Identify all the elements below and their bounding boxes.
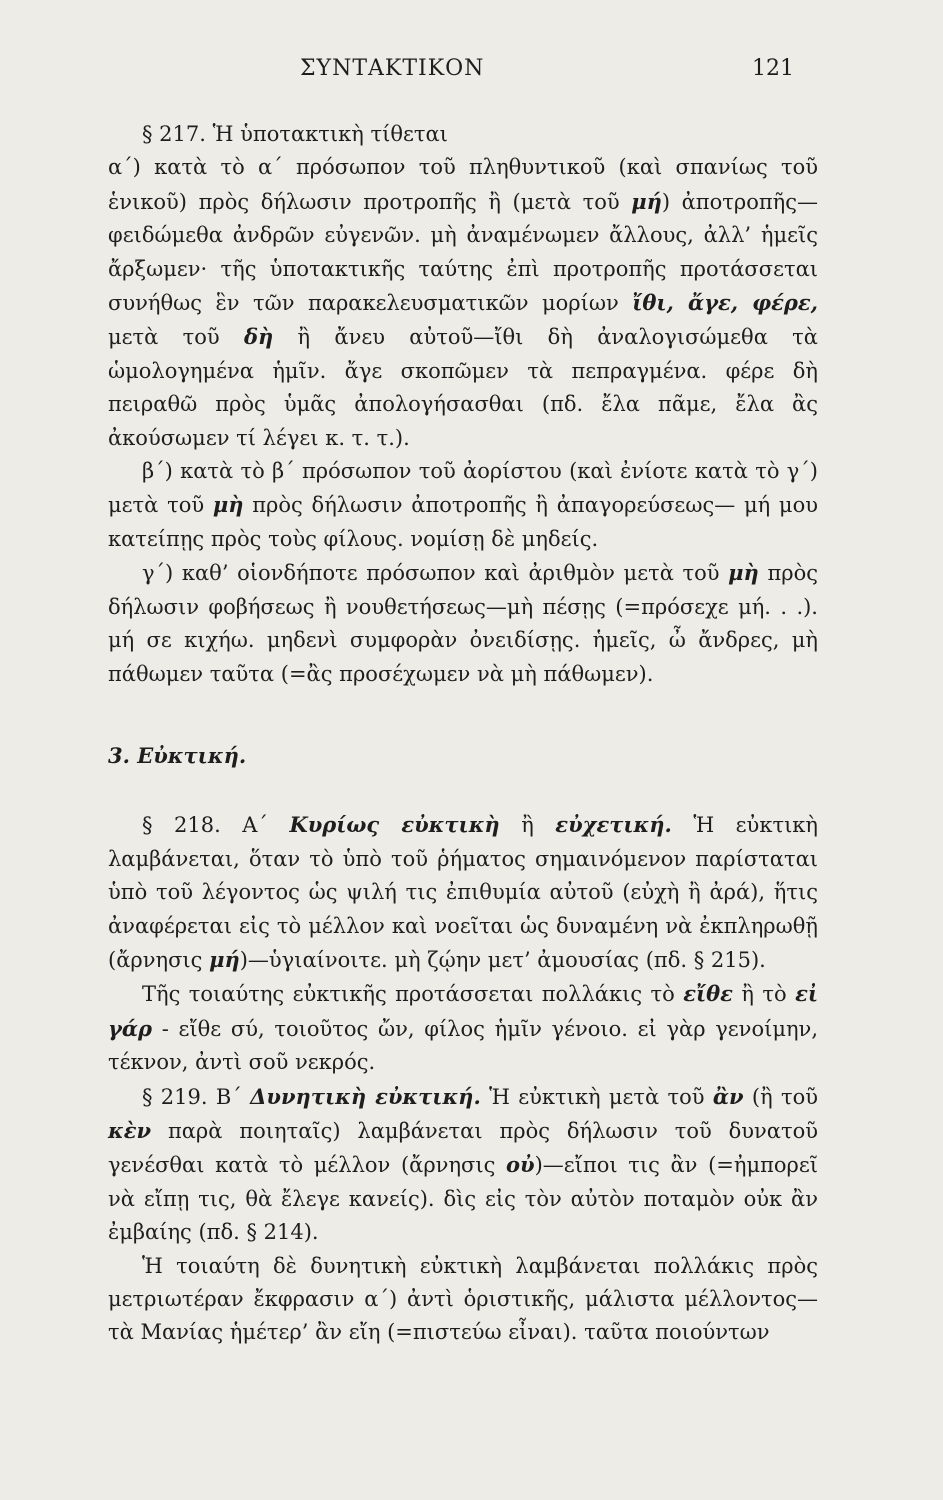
section-218-para-1: § 218. Α΄ Κυρίως εὐκτικὴ ἢ εὐχετική. Ἡ εὐκτικὴ λαμβάνεται, ὅταν τὸ ὑπὸ τοῦ ῥήματος σημαινόμενον παρίσταται ὑπὸ τοῦ λέγοντος ὡς ψιλή τις ἐπιθυμία αὐτοῦ (εὐχὴ ἢ ἀρά), ἥτις ἀναφέρεται εἰς τὸ μέλλον καὶ νοεῖται ὡς δυναμένη νὰ ἐκπληρωθῇ (ἄρνησις μή)—ὑγιαίνοιτε. μὴ ζῴην μετ’ ἀμουσίας (πδ. § 215).	[108, 812, 819, 972]
emphasis-me: μὴ	[728, 560, 759, 586]
section-219-para-1: § 219. Β΄ Δυνητικὴ εὐκτική. Ἡ εὐκτικὴ μετὰ τοῦ ἂν (ἢ τοῦ κὲν παρὰ ποιηταῖς) λαμβάνεται πρὸς δήλωσιν τοῦ δυνατοῦ γενέσθαι κατὰ τὸ μέλλον (ἄρνησις οὐ)—εἴποι τις ἂν (=ἠμπορεῖ νὰ εἴπῃ τις, θὰ ἔλεγε κανείς). δὶς εἰς τὸν αὐτὸν ποταμὸν οὐκ ἂν ἐμβαίης (πδ. § 214).	[108, 1083, 818, 1245]
running-title: ΣΥΝΤΑΚΤΙΚΟΝ	[300, 56, 485, 81]
page-body	[108, 118, 818, 1350]
emphasis-an: ἂν	[712, 1083, 744, 1109]
page-number: 121	[752, 56, 794, 81]
section-heading: 3. Εὐκτική.	[108, 742, 247, 768]
section-217-item-b: β΄) κατὰ τὸ β΄ πρόσωπον τοῦ ἀορίστου (καὶ ἐνίοτε κατὰ τὸ γ΄) μετὰ τοῦ μὴ πρὸς δήλωσιν ἀποτροπῆς ἢ ἀπαγορεύσεως— μή μου κατείπῃς πρὸς τοὺς φίλους. νομίσῃ δὲ μηδείς.	[108, 459, 818, 551]
emphasis-de: δὴ	[243, 324, 274, 350]
section-217-item-c: γ΄) καθ’ οἱονδήποτε πρόσωπον καὶ ἀριθμὸν μετὰ τοῦ μὴ πρὸς δήλωσιν φοβήσεως ἢ νουθετήσεως—μὴ πέσῃς (=πρόσεχε μή. . .). μή σε κιχήω. μηδενὶ συμφορὰν ὀνειδίσῃς. ἡμεῖς, ὦ ἄνδρες, μὴ πάθωμεν ταῦτα (=ἂς προσέχωμεν νὰ μὴ πάθωμεν).	[108, 560, 818, 686]
emphasis-ei-gar: εἰ γάρ	[108, 981, 818, 1041]
emphasis-me: μή	[631, 188, 662, 214]
emphasis-particles: ἴθι, ἄγε, φέρε,	[632, 290, 818, 316]
section-219-title: Δυνητικὴ εὐκτική.	[250, 1083, 481, 1109]
section-218-para-2: Τῆς τοιαύτης εὐκτικῆς προτάσσεται πολλάκις τὸ εἴθε ἢ τὸ εἰ γάρ - εἴθε σύ, τοιοῦτος ὤν, φίλος ἡμῖν γένοιο. εἰ γὰρ γενοίμην, τέκνον, ἀντὶ σοῦ νεκρός.	[108, 981, 818, 1075]
section-217-lead: § 217. Ἡ ὑποτακτικὴ τίθεται	[142, 122, 448, 146]
section-218-title-2: εὐχετική.	[555, 812, 672, 838]
section-217-item-a: α΄) κατὰ τὸ α΄ πρόσωπον τοῦ πληθυντικοῦ (καὶ σπανίως τοῦ ἑνικοῦ) πρὸς δήλωσιν προτροπῆς ἢ (μετὰ τοῦ μή) ἀποτροπῆς— φειδώμεθα ἀνδρῶν εὐγενῶν. μὴ ἀναμένωμεν ἄλλους, ἀλλ’ ἡμεῖς ἄρξωμεν· τῆς ὑποτακτικῆς ταύτης ἐπὶ προτροπῆς προτάσσεται συνήθως ἓν τῶν παρακελευσματικῶν μορίων ἴθι, ἄγε, φέρε, μετὰ τοῦ δὴ ἢ ἄνευ αὐτοῦ—ἴθι δὴ ἀναλογισώμεθα τὰ ὡμολογημένα ἡμῖν. ἄγε σκοπῶμεν τὰ πεπραγμένα. φέρε δὴ πειραθῶ πρὸς ὑμᾶς ἀπολογήσασθαι (πδ. ἔλα πᾶμε, ἔλα ἂς ἀκούσωμεν τί λέγει κ. τ. τ.).	[108, 155, 819, 450]
section-219-para-2: Ἡ τοιαύτη δὲ δυνητικὴ εὐκτικὴ λαμβάνεται πολλάκις πρὸς μετριωτέραν ἔκφρασιν α΄) ἀντὶ ὁριστικῆς, μάλιστα μέλλοντος— τὰ Μανίας ἡμέτερ’ ἂν εἴη (=πιστεύω εἶναι). ταῦτα ποιούντων	[108, 1253, 818, 1345]
page-header	[0, 56, 943, 92]
emphasis-me: μὴ	[212, 492, 244, 518]
section-218-title: Κυρίως εὐκτικὴ	[289, 812, 500, 838]
emphasis-ken: κὲν	[108, 1117, 152, 1143]
emphasis-me: μή	[209, 946, 240, 972]
emphasis-ou: οὐ	[506, 1152, 535, 1178]
emphasis-eithe: εἴθε	[683, 981, 733, 1007]
